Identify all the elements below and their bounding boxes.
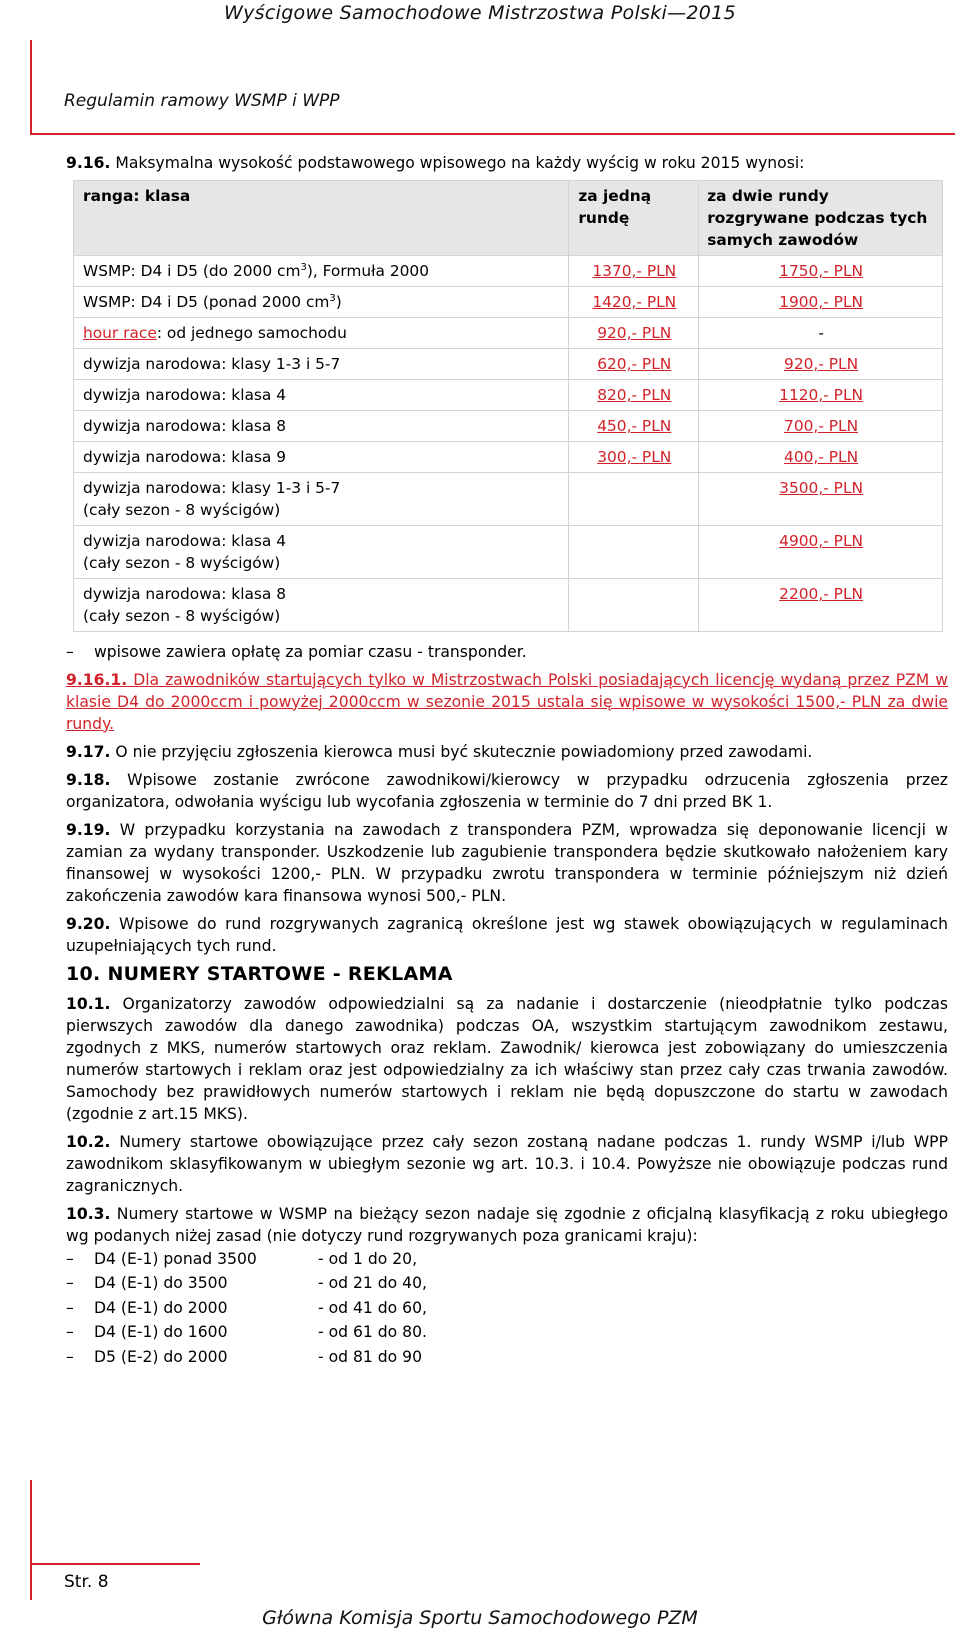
class-cell: dywizja narodowa: klasa 9 <box>74 442 569 473</box>
section-number: 9.16.1. <box>66 670 128 689</box>
paragraph-10-1 <box>66 993 948 1125</box>
section-text: Organizatorzy zawodów odpowiedzialni są za nadanie i dostarczenie (nieodpłatnie tylko podczas pierwszych zawodów dla danego zawodnika) podczas OA, wszystkim startującym zawodnikom zestawu, zgodnych z MKS, numerów startowych oraz reklam. Zawodnik/ kierowca jest zobowiązany do umieszczenia numerów startowych i reklam oraz jest odpowiedzialny za ich właściwy stan przez cały czas trwania zawodów. Samochody bez prawidłowych numerów startowych i reklam nie będą dopuszczone do startu w zawodach (zgodnie z art.15 MKS). <box>66 994 948 1123</box>
paragraph-10-3 <box>66 1203 948 1247</box>
table-row <box>74 526 943 579</box>
class-cell: WSMP: D4 i D5 (ponad 2000 $cm^3$) <box>74 287 569 318</box>
fee-two-rounds[interactable]: 400,- PLN <box>699 442 943 473</box>
fee-one-round[interactable]: 300,- PLN <box>569 442 699 473</box>
table-row <box>74 287 943 318</box>
header-vertical-rule <box>30 40 32 135</box>
running-footer-title: Główna Komisja Sportu Samochodowego PZM <box>262 1607 698 1629</box>
section-text: W przypadku korzystania na zawodach z transpondera PZM, wprowadza się deponowanie licencji w zamian za wydany transponder. Uszkodzenie lub zagubienie transpondera będzie skutkowało nałożeniem kary finansowej w wysokości 1200,- PLN. W przypadku zwrotu transpondera w terminie późniejszym niż dzień zakończenia zawodów kara finansowa wynosi 500,- PLN. <box>66 820 948 905</box>
section-text: O nie przyjęciu zgłoszenia kierowca musi być skutecznie powiadomiony przed zawodami. <box>115 742 813 761</box>
column-header-one-round: za jedną rundę <box>569 181 699 256</box>
paragraph-10-2 <box>66 1131 948 1197</box>
section-text: Maksymalna wysokość podstawowego wpisowego na każdy wyścig w roku 2015 wynosi: <box>115 154 805 172</box>
header-horizontal-rule <box>30 133 955 135</box>
running-header-title: Wyścigowe Samochodowe Mistrzostwa Polski—2015 <box>224 2 736 24</box>
paragraph-9-17 <box>66 741 948 763</box>
section-number: 10.3. <box>66 1204 111 1223</box>
table-row <box>74 579 943 632</box>
section-text: Wpisowe zostanie zwrócone zawodnikowi/kierowcy w przypadku odrzucenia zgłoszenia przez organizatora, odwołania wyścigu lub wycofania zgłoszenia w terminie do 7 dni przed BK 1. <box>66 770 948 811</box>
empty-cell <box>569 579 699 632</box>
section-number: 9.20. <box>66 914 111 933</box>
list-item: – D5 (E-2) do 2000 - od 81 do 90 <box>66 1345 948 1370</box>
table-row <box>74 411 943 442</box>
table-row <box>74 473 943 526</box>
document-body <box>66 152 948 1370</box>
column-header-class: ranga: klasa <box>74 181 569 256</box>
section-number: 9.19. <box>66 820 111 839</box>
section-number: 9.16. <box>66 154 111 172</box>
column-header-two-rounds: za dwie rundy rozgrywane podczas tych samych zawodów <box>699 181 943 256</box>
fee-two-rounds: - <box>699 318 943 349</box>
paragraph-9-16-1 <box>66 669 948 735</box>
section-number: 9.17. <box>66 742 111 761</box>
fee-one-round[interactable]: 1370,- PLN <box>569 256 699 287</box>
empty-cell <box>569 473 699 526</box>
fee-two-rounds[interactable]: 1900,- PLN <box>699 287 943 318</box>
fee-one-round[interactable]: 620,- PLN <box>569 349 699 380</box>
empty-cell <box>569 526 699 579</box>
footer-horizontal-rule <box>30 1563 200 1565</box>
fee-one-round[interactable]: 820,- PLN <box>569 380 699 411</box>
table-row <box>74 380 943 411</box>
fee-two-rounds[interactable]: 1750,- PLN <box>699 256 943 287</box>
footer-vertical-rule <box>30 1480 32 1600</box>
fee-season[interactable]: 4900,- PLN <box>699 526 943 579</box>
table-row <box>74 442 943 473</box>
paragraph-9-18 <box>66 769 948 813</box>
section-number: 10.1. <box>66 994 111 1013</box>
list-item: – D4 (E-1) ponad 3500 - od 1 do 20, <box>66 1247 948 1272</box>
paragraph-9-16 <box>66 152 948 174</box>
class-cell: dywizja narodowa: klasa 8 (cały sezon - 8 wyścigów) <box>74 579 569 632</box>
section-number: 9.18. <box>66 770 111 789</box>
class-cell: dywizja narodowa: klasy 1-3 i 5-7 <box>74 349 569 380</box>
fee-two-rounds[interactable]: 1120,- PLN <box>699 380 943 411</box>
fee-one-round[interactable]: 450,- PLN <box>569 411 699 442</box>
fee-season[interactable]: 3500,- PLN <box>699 473 943 526</box>
fee-one-round[interactable]: 1420,- PLN <box>569 287 699 318</box>
table-header-row <box>74 181 943 256</box>
fee-one-round[interactable]: 920,- PLN <box>569 318 699 349</box>
table-row <box>74 349 943 380</box>
start-number-ranges <box>66 1247 948 1370</box>
fee-two-rounds[interactable]: 700,- PLN <box>699 411 943 442</box>
transponder-note-list <box>66 640 948 665</box>
list-item: – wpisowe zawiera opłatę za pomiar czasu - transponder. <box>66 640 948 665</box>
class-cell: dywizja narodowa: klasa 4 (cały sezon - 8 wyścigów) <box>74 526 569 579</box>
list-item: – D4 (E-1) do 2000 - od 41 do 60, <box>66 1296 948 1321</box>
paragraph-9-20 <box>66 913 948 957</box>
fee-season[interactable]: 2200,- PLN <box>699 579 943 632</box>
paragraph-9-19 <box>66 819 948 907</box>
fee-two-rounds[interactable]: 920,- PLN <box>699 349 943 380</box>
section-text: Numery startowe w WSMP na bieżący sezon nadaje się zgodnie z oficjalną klasyfikacją z roku ubiegłego wg podanych niżej zasad (nie dotyczy rund rozgrywanych poza granicami kraju): <box>66 1204 948 1245</box>
list-item: – D4 (E-1) do 1600 - od 61 do 80. <box>66 1320 948 1345</box>
section-text: Numery startowe obowiązujące przez cały sezon zostaną nadane podczas 1. rundy WSMP i/lub WPP zawodnikom sklasyfikowanym w ubiegłym sezonie wg art. 10.3. i 10.4. Powyższe nie obowiązuje podczas rund zagranicznych. <box>66 1132 948 1195</box>
section-text: Wpisowe do rund rozgrywanych zagranicą określone jest wg stawek obowiązujących w regulaminach uzupełniających tych rund. <box>66 914 948 955</box>
class-cell: hour race: od jednego samochodu <box>74 318 569 349</box>
table-row <box>74 318 943 349</box>
section-number: 10.2. <box>66 1132 111 1151</box>
document-subtitle: Regulamin ramowy WSMP i WPP <box>64 91 340 111</box>
entry-fee-table <box>73 180 943 632</box>
list-item: – D4 (E-1) do 3500 - od 21 do 40, <box>66 1271 948 1296</box>
hour-race-link[interactable]: hour race <box>83 324 157 342</box>
page-number: Str. 8 <box>64 1572 109 1592</box>
class-cell: dywizja narodowa: klasy 1-3 i 5-7 (cały sezon - 8 wyścigów) <box>74 473 569 526</box>
class-cell: dywizja narodowa: klasa 8 <box>74 411 569 442</box>
class-cell: dywizja narodowa: klasa 4 <box>74 380 569 411</box>
section-text: Dla zawodników startujących tylko w Mistrzostwach Polski posiadających licencję wydaną przez PZM w klasie D4 do 2000ccm i powyżej 2000ccm w sezonie 2015 ustala się wpisowe w wysokości 1500,- PLN za dwie rundy. <box>66 670 948 733</box>
section-heading-10: 10. NUMERY STARTOWE - REKLAMA <box>66 962 453 985</box>
class-cell: WSMP: D4 i D5 (do 2000 $cm^3$), Formuła 2000 <box>74 256 569 287</box>
table-row <box>74 256 943 287</box>
